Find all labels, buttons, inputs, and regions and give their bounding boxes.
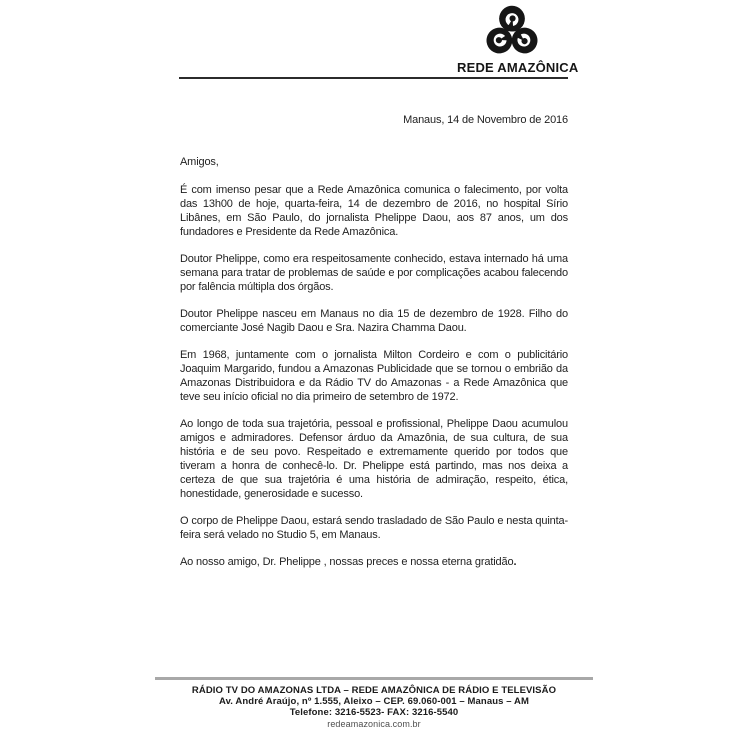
closing-text: Ao nosso amigo, Dr. Phelippe , nossas preces e nossa eterna gratidão xyxy=(180,556,514,568)
footer-address-line: Av. André Araújo, nº 1.555, Aleixo – CEP. 69.060-001 – Manaus – AM xyxy=(219,696,529,707)
paragraph-legacy: Ao longo de toda sua trajetória, pessoal e profissional, Phelippe Daou acumulou amigos e admiradores. Defensor árduo da Amazônia, de sua cultura, de sua história e de seu povo. Respeitado e extremamente querido por todos que tiveram a honra de conhecê-lo. Dr. Phelippe está partindo, mas nos deixa a certeza de que sua trajetória é uma história de admiração, respeito, ética, honestidade, generosidade e sucesso. xyxy=(180,418,568,500)
paragraph-birth: Doutor Phelippe nasceu em Manaus no dia 15 de dezembro de 1928. Filho do comerciante José Nagib Daou e Sra. Nazira Chamma Daou. xyxy=(180,308,568,334)
letterhead xyxy=(457,4,579,75)
footer-divider xyxy=(155,677,593,680)
dateline: Manaus, 14 de Novembro de 2016 xyxy=(403,114,568,126)
header-divider xyxy=(179,77,568,79)
letter-body xyxy=(180,113,568,582)
footer-company-line: RÁDIO TV DO AMAZONAS LTDA – REDE AMAZÔNICA DE RÁDIO E TELEVISÃO xyxy=(191,685,557,696)
paragraph-announcement: É com imenso pesar que a Rede Amazônica comunica o falecimento, por volta das 13h00 de hoje, quarta-feira, 14 de dezembro de 2016, no hospital Sírio Libânes, em São Paulo, do jornalista Phelippe Daou, aos 87 anos, um dos fundadores e Presidente da Rede Amazônica. xyxy=(180,184,568,238)
footer-phone-line: Telefone: 3216-5523- FAX: 3216-5540 xyxy=(289,707,459,718)
footer-website: redeamazonica.com.br xyxy=(327,719,421,729)
closing-line xyxy=(180,555,568,569)
paragraph-founding: Em 1968, juntamente com o jornalista Milton Cordeiro e com o publicitário Joaquim Margarido, fundou a Amazonas Publicidade que se tornou o embrião da Amazonas Distribuidora e da Rádio TV do Amazonas - a Rede Amazônica que teve seu início oficial no dia primeiro de setembro de 1972. xyxy=(180,349,568,403)
closing-period: . xyxy=(513,556,517,568)
paragraph-wake: O corpo de Phelippe Daou, estará sendo trasladado de São Paulo e nesta quinta-feira será velado no Studio 5, em Manaus. xyxy=(180,515,568,541)
brand-wordmark: REDE AMAZÔNICA xyxy=(457,60,579,75)
paragraph-hospitalization: Doutor Phelippe, como era respeitosamente conhecido, estava internado há uma semana para tratar de problemas de saúde e por complicações acabou falecendo por falência múltipla dos órgãos. xyxy=(180,253,568,293)
footer xyxy=(0,685,748,730)
rede-amazonica-trefoil-icon xyxy=(484,4,540,58)
salutation: Amigos, xyxy=(180,156,219,168)
